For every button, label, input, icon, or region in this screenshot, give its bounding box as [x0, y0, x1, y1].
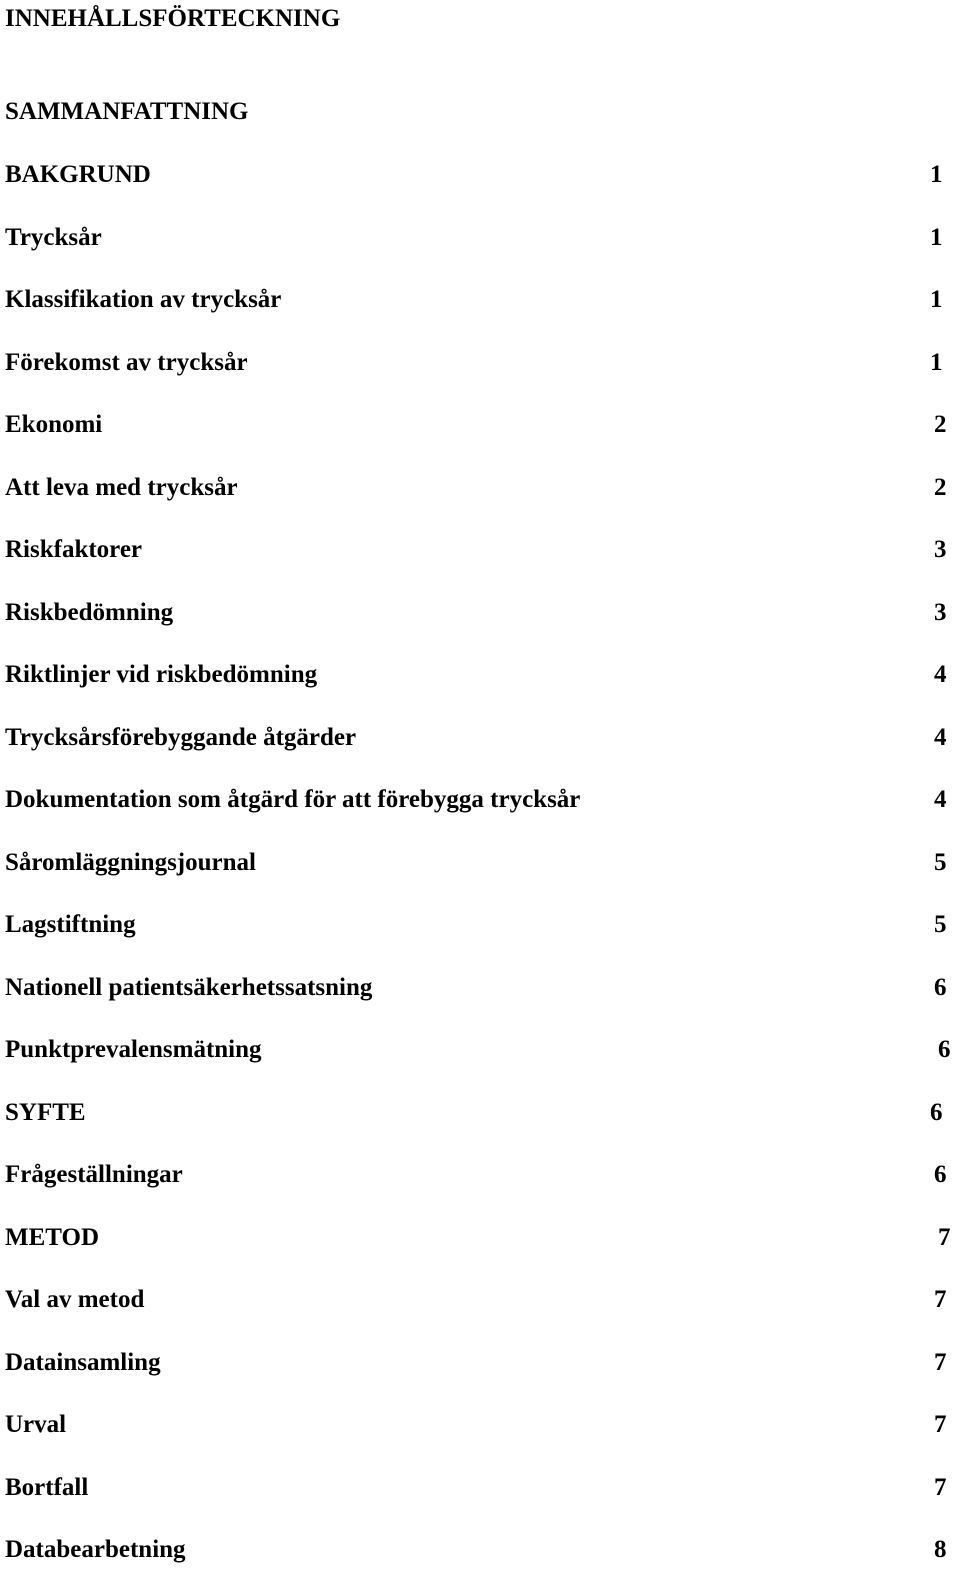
toc-entry — [0, 473, 960, 505]
toc-entry-page-number: 8 — [934, 1536, 947, 1563]
toc-entry — [0, 1348, 960, 1380]
toc-entry-page-number: 6 — [934, 1161, 947, 1188]
toc-entry-label: Urval — [5, 1411, 67, 1438]
toc-entry-label: Lagstiftning — [5, 911, 136, 938]
toc-entry-label: Trycksår — [5, 224, 102, 251]
toc-entry-label: Riskfaktorer — [5, 536, 143, 563]
toc-entry — [0, 910, 960, 942]
toc-entry — [0, 1160, 960, 1192]
toc-entry — [0, 1535, 960, 1567]
toc-entry-label: Förekomst av trycksår — [5, 349, 248, 376]
toc-entry — [0, 1473, 960, 1505]
toc-entry — [0, 1410, 960, 1442]
toc-entry-label: Frågeställningar — [5, 1161, 183, 1188]
toc-entry — [0, 598, 960, 630]
toc-entry-page-number: 1 — [930, 161, 943, 188]
toc-entry-label: SYFTE — [5, 1099, 86, 1126]
toc-entry-label: Databearbetning — [5, 1536, 186, 1563]
toc-entry-label: Datainsamling — [5, 1349, 161, 1376]
toc-entry-page-number: 4 — [934, 661, 947, 688]
toc-entry-page-number: 1 — [930, 349, 943, 376]
toc-entry-page-number: 4 — [934, 786, 947, 813]
toc-entry — [0, 723, 960, 755]
toc-entry — [0, 1035, 960, 1067]
toc-entry-page-number: 1 — [930, 286, 943, 313]
toc-entry-label: Val av metod — [5, 1286, 145, 1313]
toc-entry — [0, 535, 960, 567]
toc-entry — [0, 848, 960, 880]
toc-title: INNEHÅLLSFÖRTECKNING — [5, 5, 341, 32]
toc-entry-page-number: 7 — [938, 1224, 951, 1251]
toc-entry-label: Såromläggningsjournal — [5, 849, 256, 876]
toc-entry — [0, 348, 960, 380]
toc-entry-label: Dokumentation som åtgärd för att förebygga trycksår — [5, 786, 581, 813]
toc-entry-label: Bortfall — [5, 1474, 89, 1501]
toc-entry — [0, 973, 960, 1005]
toc-entry-page-number: 6 — [934, 974, 947, 1001]
toc-entry-label: METOD — [5, 1224, 99, 1251]
toc-entry-page-number: 6 — [938, 1036, 951, 1063]
toc-entry-label: Ekonomi — [5, 411, 103, 438]
toc-entry-page-number: 3 — [934, 536, 947, 563]
toc-entry-label: BAKGRUND — [5, 161, 151, 188]
toc-entry-label: Trycksårsförebyggande åtgärder — [5, 724, 357, 751]
toc-entry — [0, 785, 960, 817]
toc-entry — [0, 285, 960, 317]
toc-entry-page-number: 7 — [934, 1349, 947, 1376]
toc-entry-page-number: 5 — [934, 911, 947, 938]
toc-entry-page-number: 7 — [934, 1474, 947, 1501]
toc-entry-label: Klassifikation av trycksår — [5, 286, 282, 313]
toc-entry-page-number: 7 — [934, 1286, 947, 1313]
toc-entry-page-number: 4 — [934, 724, 947, 751]
toc-entry-page-number: 3 — [934, 599, 947, 626]
toc-entry — [0, 160, 960, 192]
toc-entry-label: Att leva med trycksår — [5, 474, 238, 501]
toc-entry — [0, 1098, 960, 1130]
toc-entry-page-number: 1 — [930, 224, 943, 251]
toc-entry-page-number: 2 — [934, 411, 947, 438]
toc-entry — [0, 223, 960, 255]
toc-entry — [0, 1285, 960, 1317]
toc-entry-label: Riskbedömning — [5, 599, 174, 626]
toc-entry-page-number: 2 — [934, 474, 947, 501]
toc-entry-page-number: 7 — [934, 1411, 947, 1438]
toc-entry-page-number: 5 — [934, 849, 947, 876]
toc-entry — [0, 1223, 960, 1255]
toc-heading-summary: SAMMANFATTNING — [5, 98, 249, 125]
toc-entry — [0, 660, 960, 692]
toc-entry-page-number: 6 — [930, 1099, 943, 1126]
toc-entry-label: Nationell patientsäkerhetssatsning — [5, 974, 373, 1001]
toc-entry — [0, 410, 960, 442]
toc-entry-label: Punktprevalensmätning — [5, 1036, 262, 1063]
toc-entry-label: Riktlinjer vid riskbedömning — [5, 661, 318, 688]
